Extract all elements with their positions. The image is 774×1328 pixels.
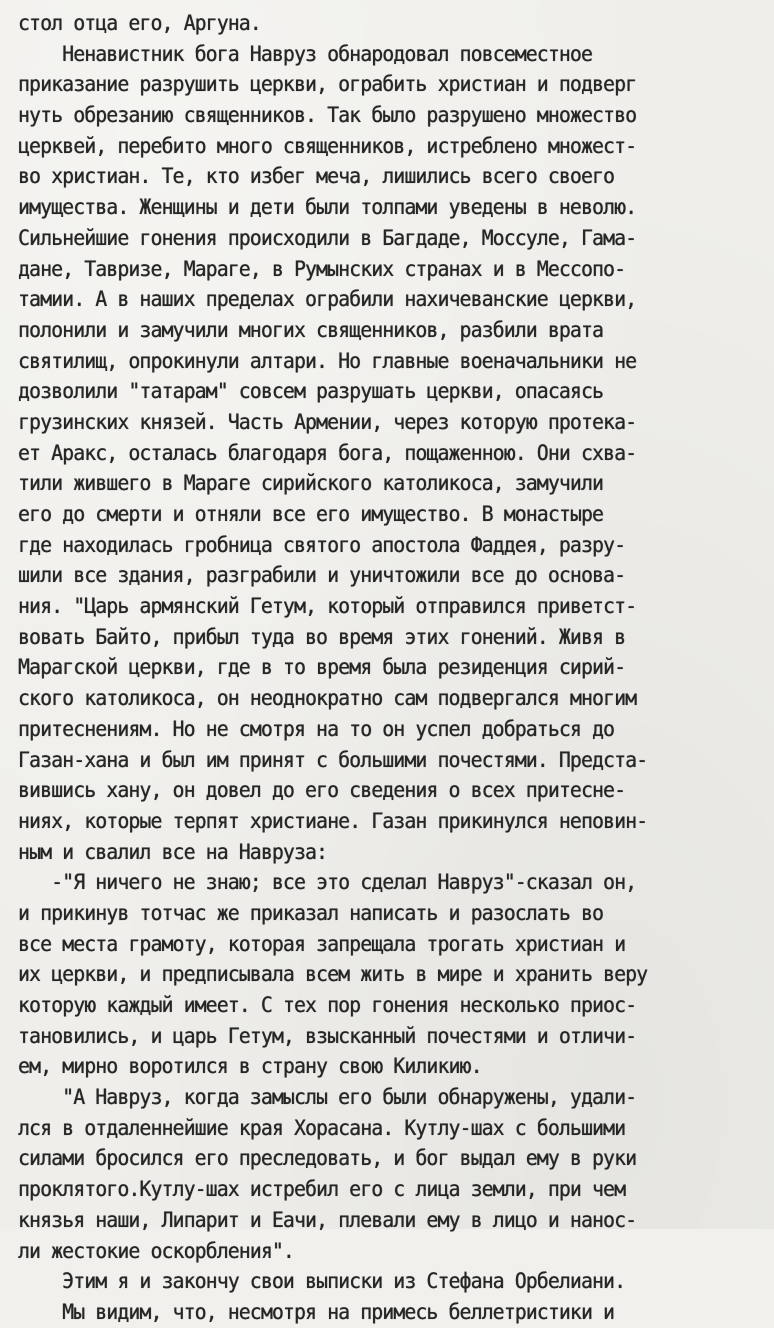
page-text <box>18 8 770 1328</box>
text-line: ли жестокие оскорбления". <box>18 1238 294 1263</box>
text-line: силами бросился его преследовать, и бог выдал ему в руки <box>18 1146 637 1171</box>
text-line: ния. "Царь армянский Гетум, который отправился приветст- <box>18 594 637 619</box>
text-line: вовать Байто, прибыл туда во время этих гонений. Живя в <box>18 624 626 649</box>
text-line: ет Аракс, осталась благодаря бога, пощаженною. Они схва- <box>18 440 637 465</box>
text-line: их церкви, и предписывала всем жить в мире и хранить веру <box>18 962 648 987</box>
text-line: приказание разрушить церкви, ограбить христиан и подверг <box>18 72 637 97</box>
text-line: стол отца его, Аргуна. <box>18 11 261 35</box>
text-line: ниях, которые терпят христиане. Газан прикинулся неповин- <box>18 808 648 833</box>
text-line: тили жившего в Мараге сирийского католикоса, замучили <box>18 471 604 496</box>
text-line: ным и свалил все на Навруза: <box>18 839 328 864</box>
text-line: притеснениям. Но не смотря на то он успел добраться до <box>18 716 615 741</box>
text-line: нуть обрезанию священников. Так было разрушено множество <box>18 103 637 128</box>
text-line: тамии. А в наших пределах ограбили нахичеванские церкви, <box>18 287 637 312</box>
text-line: ем, мирно воротился в страну свою Киликию. <box>18 1054 482 1079</box>
text-line: имущества. Женщины и дети были толпами уведены в неволю. <box>18 195 637 220</box>
text-line: шили все здания, разграбили и уничтожили все до основа- <box>18 563 626 588</box>
text-line: Мы видим, что, несмотря на примесь беллетристики и <box>18 1299 615 1324</box>
text-line: -"Я ничего не знаю; все это сделал Навруз"-сказал он, <box>18 870 637 895</box>
text-line: ского католикоса, он неоднократно сам подвергался многим <box>18 686 637 711</box>
text-line: дозволили "татарам" совсем разрушать церкви, опасаясь <box>18 379 604 404</box>
text-line: "А Навруз, когда замыслы его были обнаружены, удали- <box>18 1085 637 1110</box>
text-line: святилищ, опрокинули алтари. Но главные военачальники не <box>18 348 637 373</box>
text-line: полонили и замучили многих священников, разбили врата <box>18 317 604 342</box>
text-line: вившись хану, он довел до его сведения о всех притесне- <box>18 778 626 803</box>
text-line: церквей, перебито много священников, истреблено множест- <box>18 133 637 158</box>
text-line: Этим я и закончу свои выписки из Стефана Орбелиани. <box>18 1269 626 1294</box>
text-line: Сильнейшие гонения происходили в Багдаде, Моссуле, Гама- <box>18 225 637 250</box>
text-line: князья наши, Липарит и Еачи, плевали ему в лицо и нанос- <box>18 1207 637 1232</box>
text-line: и прикинув тотчас же приказал написать и разослать во <box>18 900 604 925</box>
text-line: дане, Тавризе, Мараге, в Румынских странах и в Мессопо- <box>18 256 626 281</box>
text-line: все места грамоту, которая запрещала трогать христиан и <box>18 931 626 956</box>
text-line: лся в отдаленнейшие края Хорасана. Кутлу-шах с большими <box>18 1115 626 1140</box>
text-line: его до смерти и отняли все его имущество. В монастыре <box>18 502 604 526</box>
text-line: Ненавистник бога Навруз обнародовал повсеместное <box>18 41 593 66</box>
text-line: тановились, и царь Гетум, взысканный почестями и отличи- <box>18 1023 637 1048</box>
text-line: проклятого.Кутлу-шах истребил его с лица земли, при чем <box>18 1177 626 1202</box>
text-line: Марагской церкви, где в то время была резиденция сирий- <box>18 655 626 680</box>
text-line: во христиан. Те, кто избег меча, лишились всего своего <box>18 164 615 189</box>
text-line: Газан-хана и был им принят с большими почестями. Предста- <box>18 747 648 772</box>
text-line: где находилась гробница святого апостола Фаддея, разру- <box>18 532 626 557</box>
text-line: которую каждый имеет. С тех пор гонения несколько приос- <box>18 993 637 1017</box>
text-line: грузинских князей. Часть Армении, через которую протека- <box>18 409 637 434</box>
